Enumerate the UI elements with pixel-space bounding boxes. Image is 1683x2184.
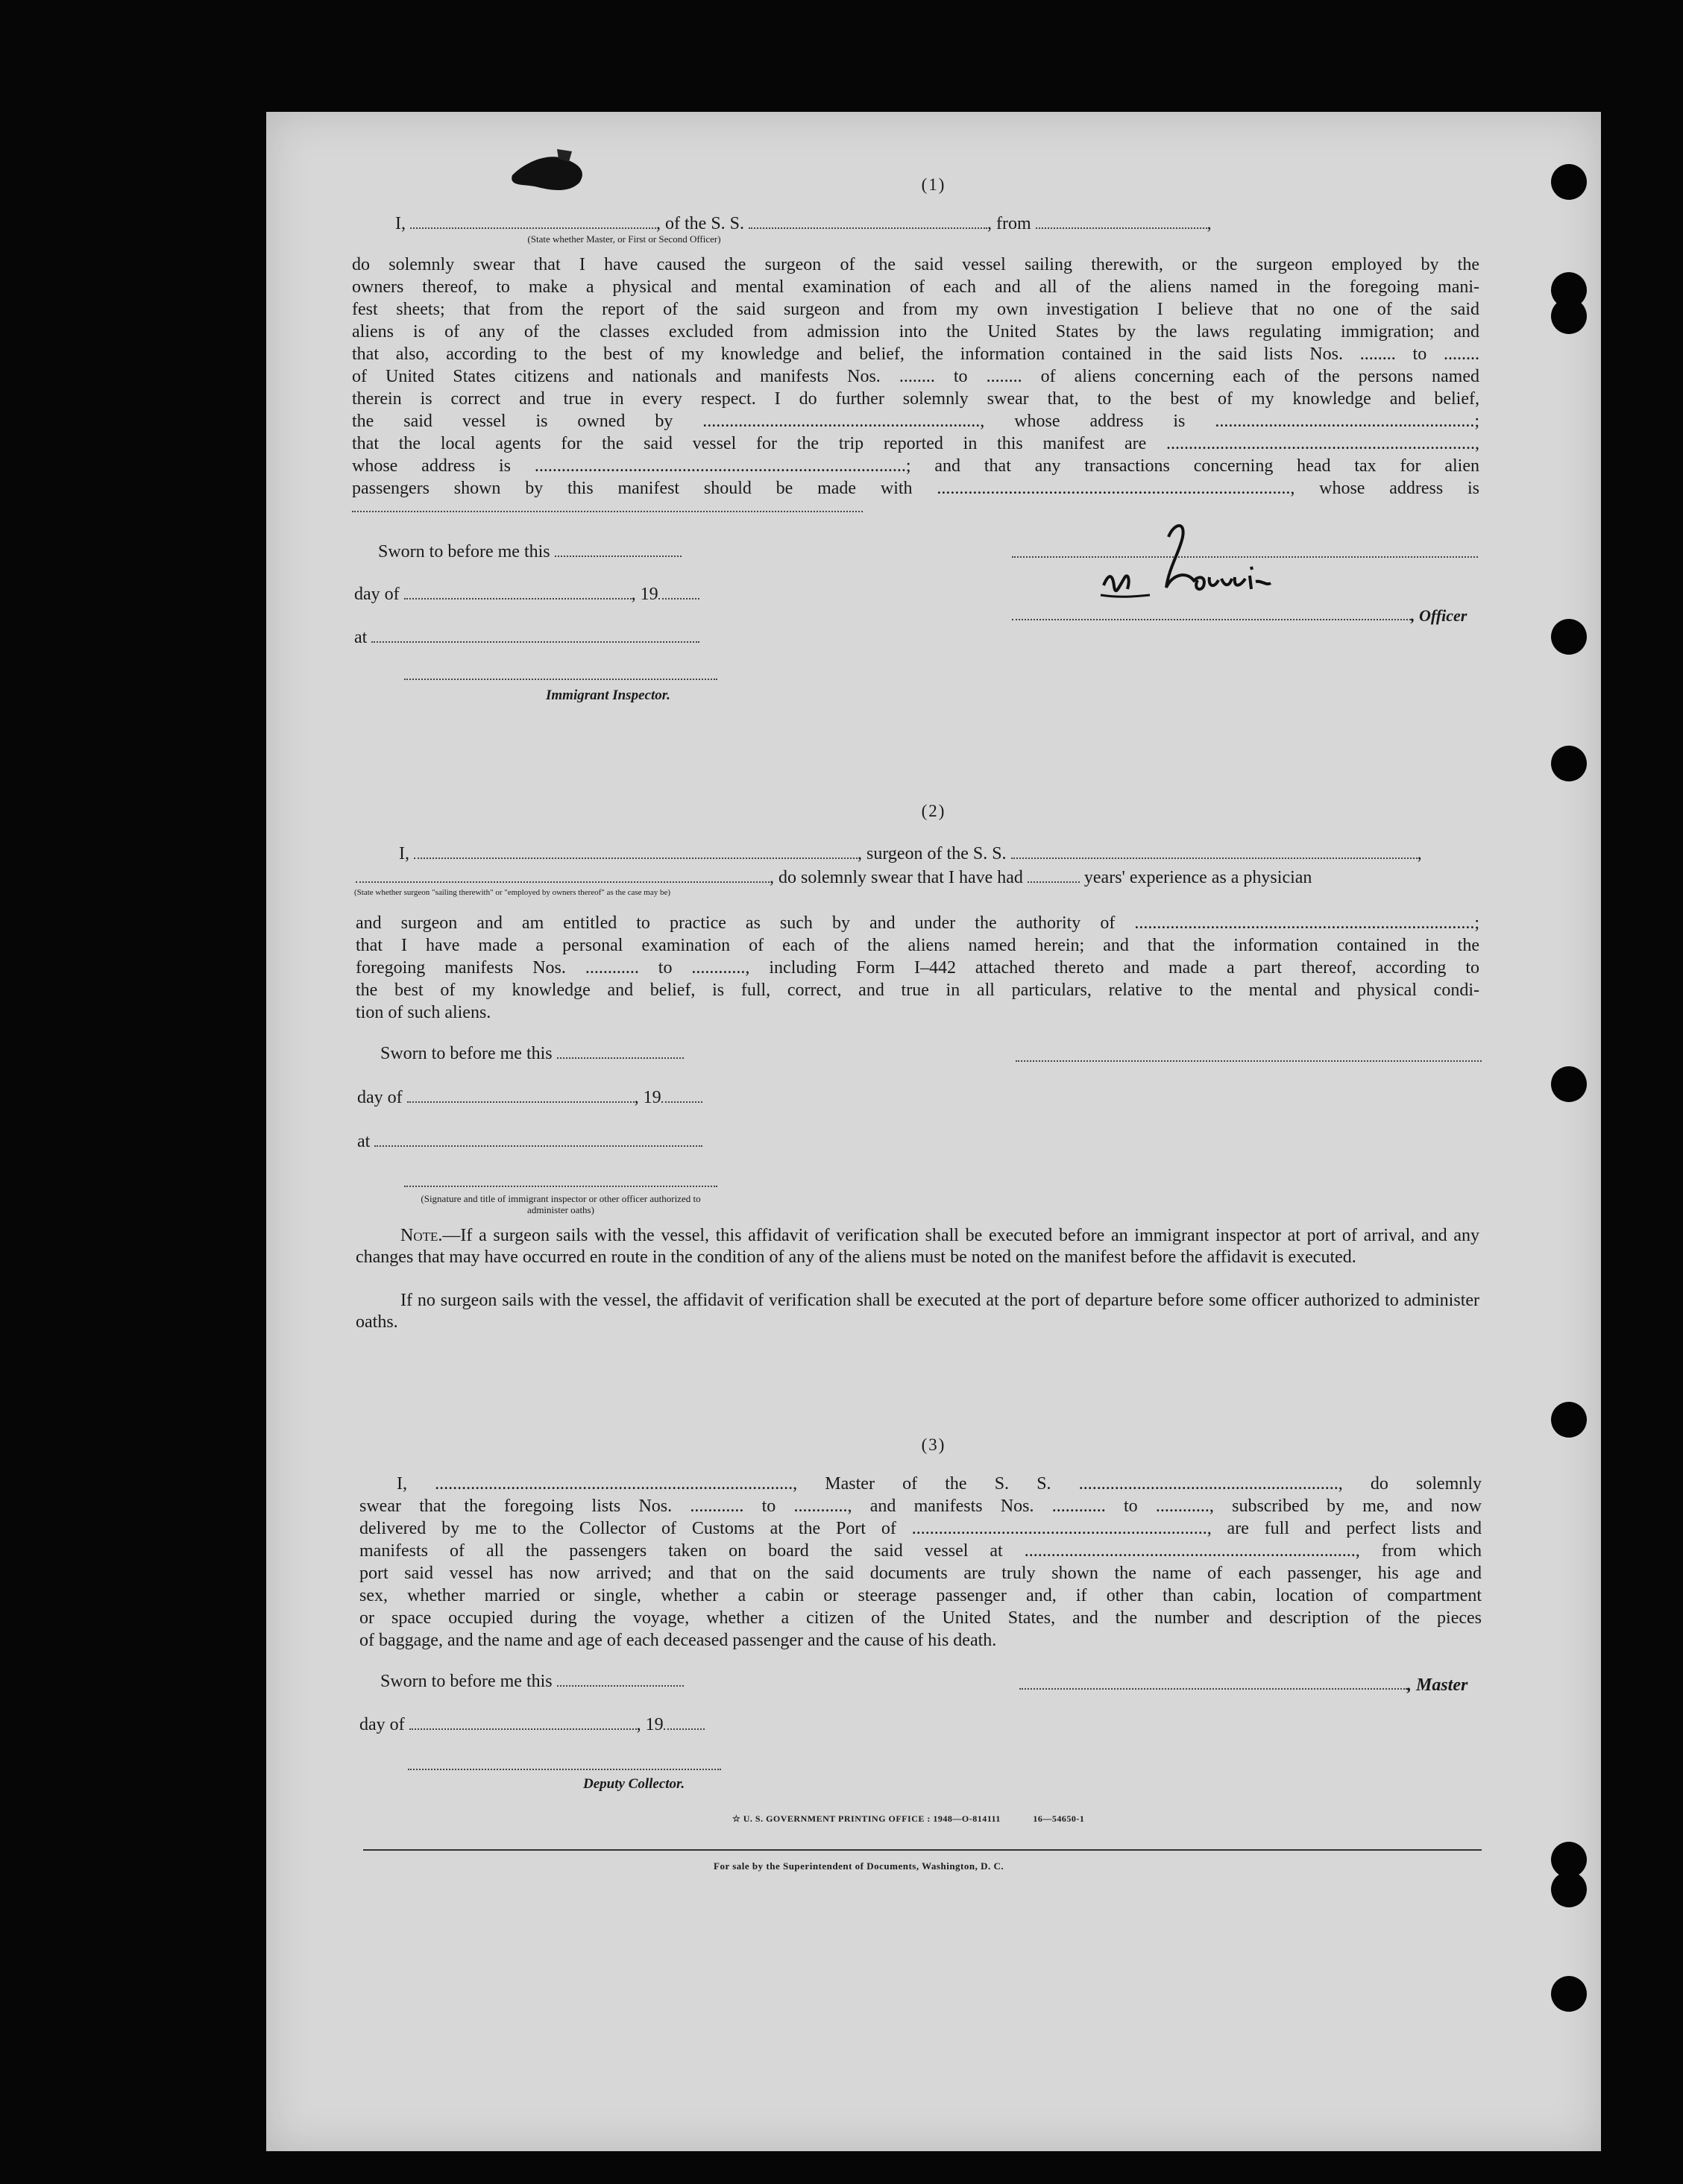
master-caption: , Master <box>1407 1675 1468 1695</box>
sworn-line: Sworn to before me this <box>378 541 682 562</box>
note-1: Note.—If a surgeon sails with the vessel, this affidavit of verification shall be executed before an immigrant inspector at port of arrival, and any changes that may have occurred en route in the condition of any of the aliens must be noted on the manifest before the affidavit is executed. <box>356 1226 1479 1267</box>
binder-hole <box>1551 298 1587 334</box>
officer-caption: , Officer <box>1411 606 1467 625</box>
inspector-caption: Immigrant Inspector. <box>546 687 670 703</box>
binder-hole <box>1551 1872 1587 1907</box>
surgeon-hint: (State whether surgeon "sailing therewith" or "employed by owners thereof" as the case may be) <box>354 888 671 897</box>
experience-line: , do solemnly swear that I have had years' experience as a physician <box>356 866 1312 888</box>
at-line: at <box>354 626 699 648</box>
sworn-line: Sworn to before me this <box>380 1042 684 1064</box>
master-signature-line <box>1019 1688 1407 1690</box>
note-2: If no surgeon sails with the vessel, the affidavit of verification shall be executed at the port of departure before some officer authorized to administer oaths. <box>356 1291 1479 1332</box>
signature-hint: (Signature and title of immigrant inspector or other officer authorized to administer oaths) <box>421 1193 701 1215</box>
for-sale-note: For sale by the Superintendent of Documents, Washington, D. C. <box>714 1860 1004 1872</box>
manifest-page <box>266 112 1601 2151</box>
section-3-oath: I, ................................................................................, Master of the S. S. .........................................................., do solemnly swear that the foregoing lists Nos. ............ to ............, and manifests Nos. ............ to ............, subscribed by me, and now delivered by me to the Collector of Customs at the Port of .................................................................., are full and perfect lists and manifests of all the passengers taken on board the said vessel at .........................................................................., from which port said vessel has now arrived; and that on the said documents are truly shown the name of each passenger, his age and sex, whether married or single, whether a cabin or steerage passenger and, if other than cabin, location of compartment or space occupied during the voyage, whether a citizen of the United States, and the number and description of the pieces of baggage, and the name and age of each deceased passenger and the cause of his death. <box>359 1474 1482 1650</box>
binder-hole <box>1551 1976 1587 2012</box>
officer-signature-line-2 <box>1012 619 1411 620</box>
collector-signature-line <box>408 1769 721 1770</box>
printing-office: ☆ U. S. GOVERNMENT PRINTING OFFICE : 1948—O-814111 16—54650-1 <box>732 1813 1085 1824</box>
day-of-line: day of , 19 <box>359 1713 705 1735</box>
inspector-signature-line <box>404 679 717 680</box>
section-2-oath: and surgeon and am entitled to practice as such by and under the authority of ............................................................................; that I have made a personal examination of each of the aliens named herein; and that the information contained in the foregoing manifests Nos. ............ to ............, including Form I–442 attached thereto and made a part thereof, according to the best of my knowledge and belief, is full, correct, and true in all particulars, relative to the mental and physical condi- tion of such aliens. <box>356 913 1479 1022</box>
section-number: (2) <box>921 802 946 820</box>
sworn-line: Sworn to before me this <box>380 1670 684 1692</box>
day-of-line: day of , 19 <box>357 1086 702 1108</box>
svg-text:N. Roussin: N. Roussin <box>1098 514 1101 515</box>
surgeon-line: I, , surgeon of the S. S. , <box>399 844 1422 863</box>
inspector-signature-line <box>404 1186 717 1187</box>
binder-hole <box>1551 1402 1587 1438</box>
address-line <box>352 511 863 512</box>
collector-caption: Deputy Collector. <box>583 1776 685 1792</box>
binder-hole <box>1551 164 1587 200</box>
officer-signature <box>1098 514 1299 619</box>
section-1-oath: do solemnly swear that I have caused the surgeon of the said vessel sailing therewith, or the surgeon employed by the owners thereof, to make a physical and mental examination of each and all of the aliens named in the foregoing mani- fest sheets; that from the report of the said surgeon and from my own investigation I believe that no one of the said aliens is of any of the classes excluded from admission into the United States by the laws regulating immigration; and that also, according to the best of my knowledge and belief, the information contained in the said lists Nos. ........ to ........ of United States citizens and nationals and manifests Nos. ........ to ........ of aliens concerning each of the persons named therein is correct and true in every respect. I do further solemnly swear that, to the best of my knowledge and belief, the said vessel is owned by .............................................................., whose address is ..........................................................; that the local agents for the said vessel for the trip reported in this manifest are ....................................................................., whose address is ...................................................................................; and that any transactions concerning head tax for alien passengers shown by this manifest should be made with ..............................................................................., whose address is <box>352 255 1479 498</box>
day-of-line: day of , 19 <box>354 583 699 605</box>
officer-hint: (State whether Master, or First or Second Officer) <box>527 233 721 245</box>
binder-hole <box>1551 1066 1587 1102</box>
surgeon-signature-line <box>1016 1060 1482 1062</box>
at-line: at <box>357 1130 702 1152</box>
binder-hole <box>1551 746 1587 781</box>
officer-line: I, , of the S. S. , from , <box>395 214 1212 233</box>
section-number: (3) <box>921 1435 946 1454</box>
footer-rule <box>363 1849 1482 1851</box>
binder-hole <box>1551 619 1587 655</box>
section-number: (1) <box>921 175 946 194</box>
